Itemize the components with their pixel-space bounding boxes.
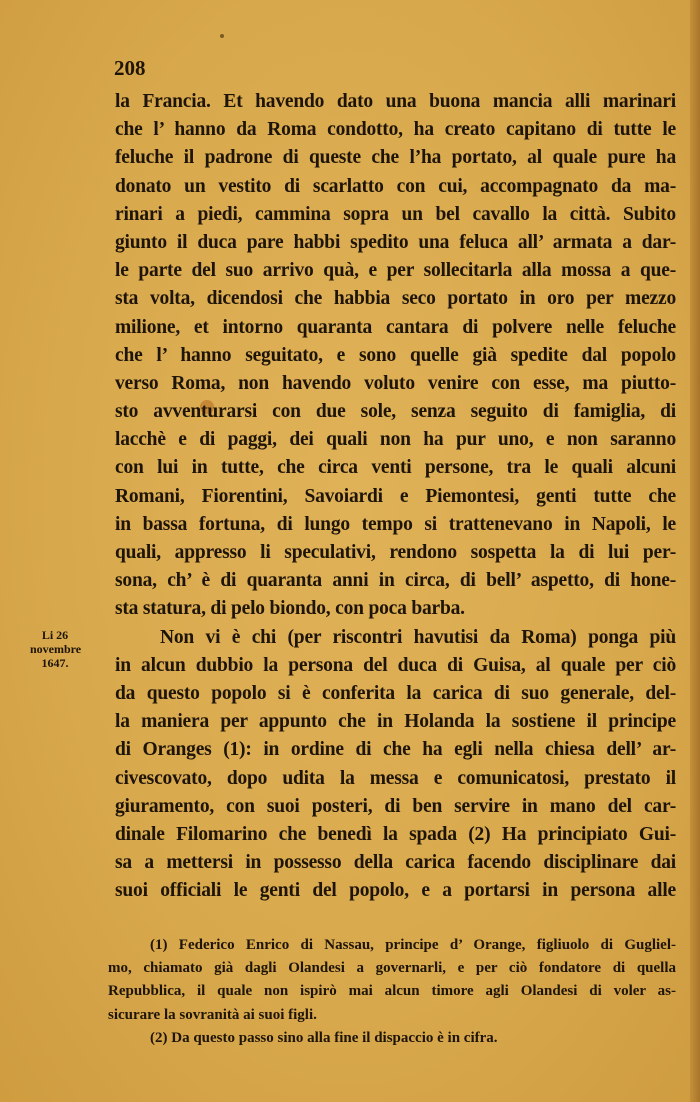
body-line: sta volta, dicendosi che habbia seco portato in oro per mezzo [115, 288, 676, 310]
body-line: sa a mettersi in possesso della carica facendo disciplinare dai [115, 852, 676, 874]
body-line: donato un vestito di scarlatto con cui, accompagnato da ma- [115, 175, 676, 197]
body-line: con lui in tutte, che circa venti persone, tra le quali alcuni [115, 457, 676, 479]
body-line: quali, appresso li speculativi, rendono sospetta la di lui per- [115, 542, 676, 563]
body-line: le parte del suo arrivo quà, e per sollecitarla alla mossa a que- [115, 260, 676, 282]
body-line: da questo popolo si è conferita la carica di suo generale, del- [115, 682, 676, 704]
footnote-line: sicurare la sovranità ai suoi figli. [108, 1006, 317, 1023]
body-line: Romani, Fiorentini, Savoiardi e Piemontesi, genti tutte che [115, 485, 676, 507]
footnote-line: Repubblica, il quale non ispirò mai alcun timore agli Olandesi di voler as- [108, 983, 676, 1000]
margin-note-month: novembre [30, 642, 82, 656]
body-line: verso Roma, non havendo voluto venire con esse, ma piutto- [115, 372, 676, 394]
body-line: feluche il padrone di queste che l’ha portato, al quale pure ha [115, 147, 676, 169]
body-line: giuramento, con suoi posteri, di ben servire in mano del car- [115, 795, 676, 817]
body-line: sta statura, di pelo biondo, con poca barba. [115, 598, 465, 620]
body-line: civescovato, dopo udita la messa e comunicatosi, prestato il [115, 767, 676, 789]
body-line: di Oranges (1): in ordine di che ha egli nella chiesa dell’ ar- [115, 739, 676, 761]
body-line: sto avventurarsi con due sole, senza seguito di famiglia, di [115, 401, 676, 423]
body-line: rinari a piedi, cammina sopra un bel cavallo la città. Subito [115, 203, 676, 225]
body-line: milione, et intorno quaranta cantara di polvere nelle feluche [115, 316, 676, 338]
body-line: la maniera per appunto che in Holanda la sostiene il principe [115, 711, 676, 733]
body-line: che l’ hanno da Roma condotto, ha creato capitano di tutte le [115, 119, 676, 141]
margin-note-day: Li 26 [41, 628, 69, 642]
body-line: giunto il duca pare habbi spedito una feluca all’ armata a dar- [115, 231, 676, 253]
margin-note-year: 1647. [41, 656, 69, 670]
body-line: suoi officiali le genti del popolo, e a portarsi in persona alle [115, 880, 676, 902]
body-line: che l’ hanno seguitato, e sono quelle già spedite dal popolo [115, 344, 676, 366]
footnote-line: (1) Federico Enrico di Nassau, principe d’ Orange, figliuolo di Gugliel- [150, 937, 676, 953]
page-edge [690, 0, 700, 1102]
margin-note [30, 628, 80, 670]
body-line: la Francia. Et havendo dato una buona mancia alli marinari [115, 91, 676, 112]
body-text [115, 88, 676, 905]
body-line: dinale Filomarino che benedì la spada (2) Ha principiato Gui- [115, 823, 676, 845]
footnote-line: mo, chiamato già dagli Olandesi a governarli, e per ciò fondatore di quella [108, 960, 676, 977]
body-line: in alcun dubbio la persona del duca di Guisa, al quale per ciò [115, 654, 676, 676]
ink-dot [220, 34, 224, 38]
footnote-line: (2) Da questo passo sino alla fine il dispaccio è in cifra. [150, 1029, 498, 1046]
body-line: in bassa fortuna, di lungo tempo si trattenevano in Napoli, le [115, 513, 676, 535]
body-line: Non vi è chi (per riscontri havutisi da Roma) ponga più [160, 626, 676, 648]
body-line: sona, ch’ è di quaranta anni in circa, di bell’ aspetto, di hone- [115, 570, 676, 592]
body-line: lacchè e di paggi, dei quali non ha pur uno, e non saranno [115, 429, 676, 451]
page-number: 208 [114, 56, 146, 80]
footnotes [108, 934, 676, 1050]
